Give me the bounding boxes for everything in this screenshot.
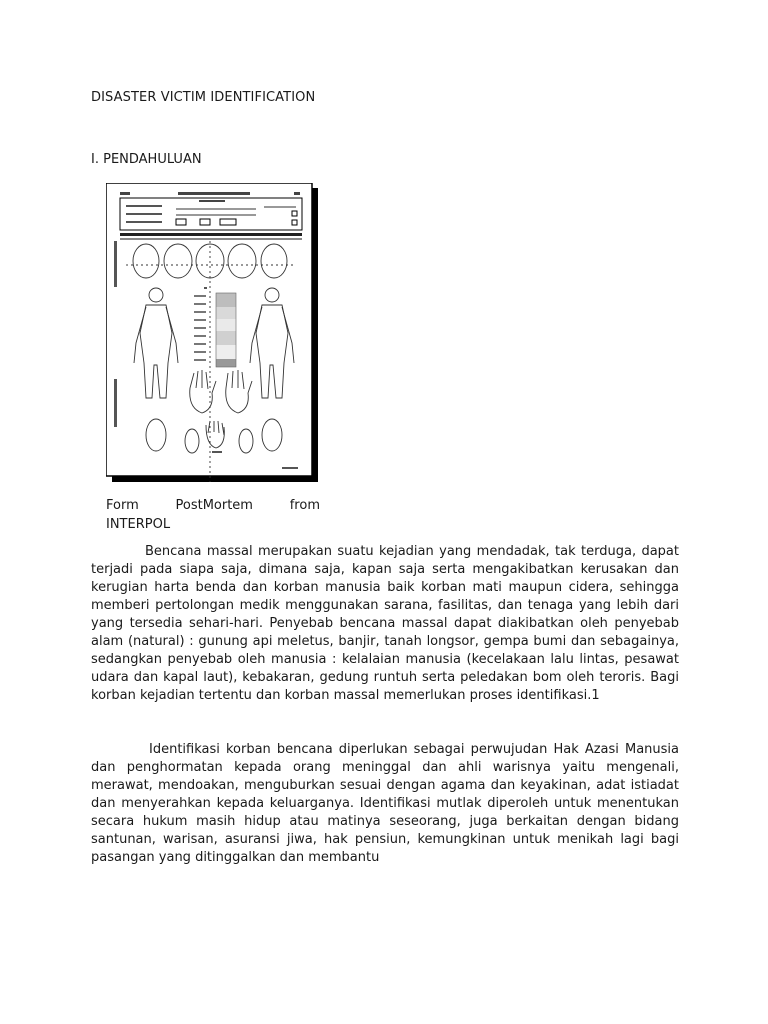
paragraph: Identifikasi korban bencana diperlukan sebagai perwujudan Hak Azasi Manusia dan penghormatan kepada orang meninggal dan ahli warisnya yaitu mengenali, merawat, mendoakan, menguburkan sesuai dengan agama dan keyakinan, adat istiadat dan menyerahkan kepada keluarganya. Identifikasi mutlak diperoleh untuk menentukan secara hukum masih hidup atau matinya seseorang, juga berkaitan dengan bidang santunan, warisan, asuransi jiwa, hak pensiun, kemungkinan untuk menikah lagi bagi pasangan yang ditinggalkan dan membantu bbox=[91, 742, 679, 865]
caption-word: PostMortem bbox=[175, 498, 253, 513]
figure-caption bbox=[106, 496, 320, 534]
postmortem-form-illustration bbox=[106, 183, 318, 482]
caption-line-1 bbox=[106, 496, 320, 515]
caption-word: from bbox=[289, 498, 320, 513]
postmortem-form-image bbox=[106, 183, 318, 482]
document-title: DISASTER VICTIM IDENTIFICATION bbox=[91, 90, 316, 105]
paragraph: Bencana massal merupakan suatu kejadian yang mendadak, tak terduga, dapat terjadi pada siapa saja, dimana saja, kapan saja serta mengakibatkan kerusakan dan kerugian harta benda dan korban manusia baik korban mati maupun cidera, sehingga memberi pertolongan medik menggunakan sarana, fasilitas, dan tenaga yang lebih dari yang tersedia sehari-hari. Penyebab bencana massal dapat diakibatkan oleh penyebab alam (natural) : gunung api meletus, banjir, tanah longsor, gempa bumi dan sebagainya, sedangkan penyebab oleh manusia : kelalaian manusia (kecelakaan lalu lintas, pesawat udara dan kapal laut), kebakaran, gedung runtuh serta peledakan bom oleh teroris. Bagi korban kejadian tertentu dan korban massal memerlukan proses identifikasi.1 bbox=[91, 544, 679, 703]
caption-line-2: INTERPOL bbox=[106, 517, 171, 532]
caption-word: Form bbox=[106, 498, 139, 513]
section-heading: I. PENDAHULUAN bbox=[91, 152, 202, 167]
